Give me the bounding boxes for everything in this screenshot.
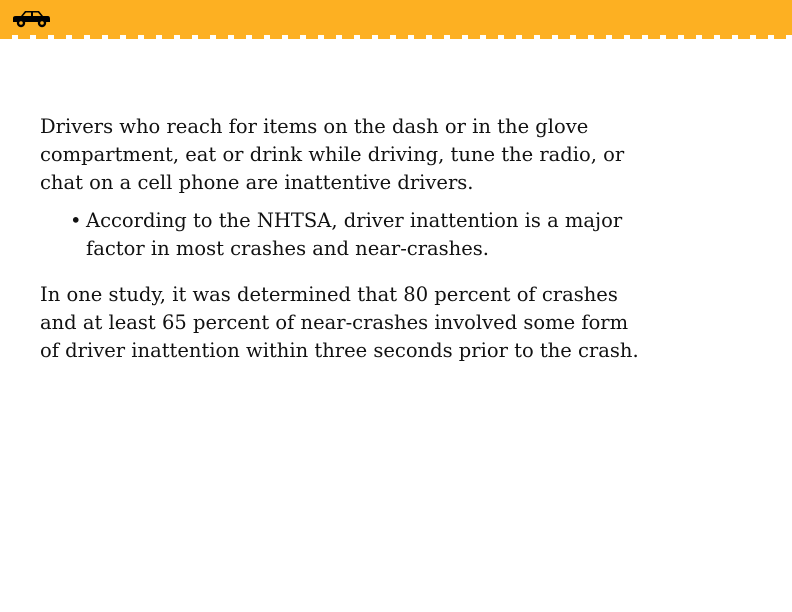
- paragraph-inattentive-drivers: Drivers who reach for items on the dash or in the glove compartment, eat or drink while driving, tune the radio, or chat on a cell phone are inattentive drivers.: [40, 115, 625, 194]
- header-band: [0, 0, 792, 35]
- paragraph-study: In one study, it was determined that 80 percent of crashes and at least 65 percent of near-crashes involved some form of driver inattention within three seconds prior to the crash.: [40, 283, 639, 362]
- bullet-text: According to the NHTSA, driver inattention is a major factor in most crashes and near-crashes.: [86, 209, 623, 260]
- bullet-nhtsa: [40, 207, 640, 263]
- bullet-list: [40, 207, 640, 263]
- slide-body: [40, 113, 640, 365]
- header-band-dashed-edge: [0, 35, 792, 39]
- bullet-dot: •: [70, 209, 82, 232]
- car-icon: [10, 9, 52, 29]
